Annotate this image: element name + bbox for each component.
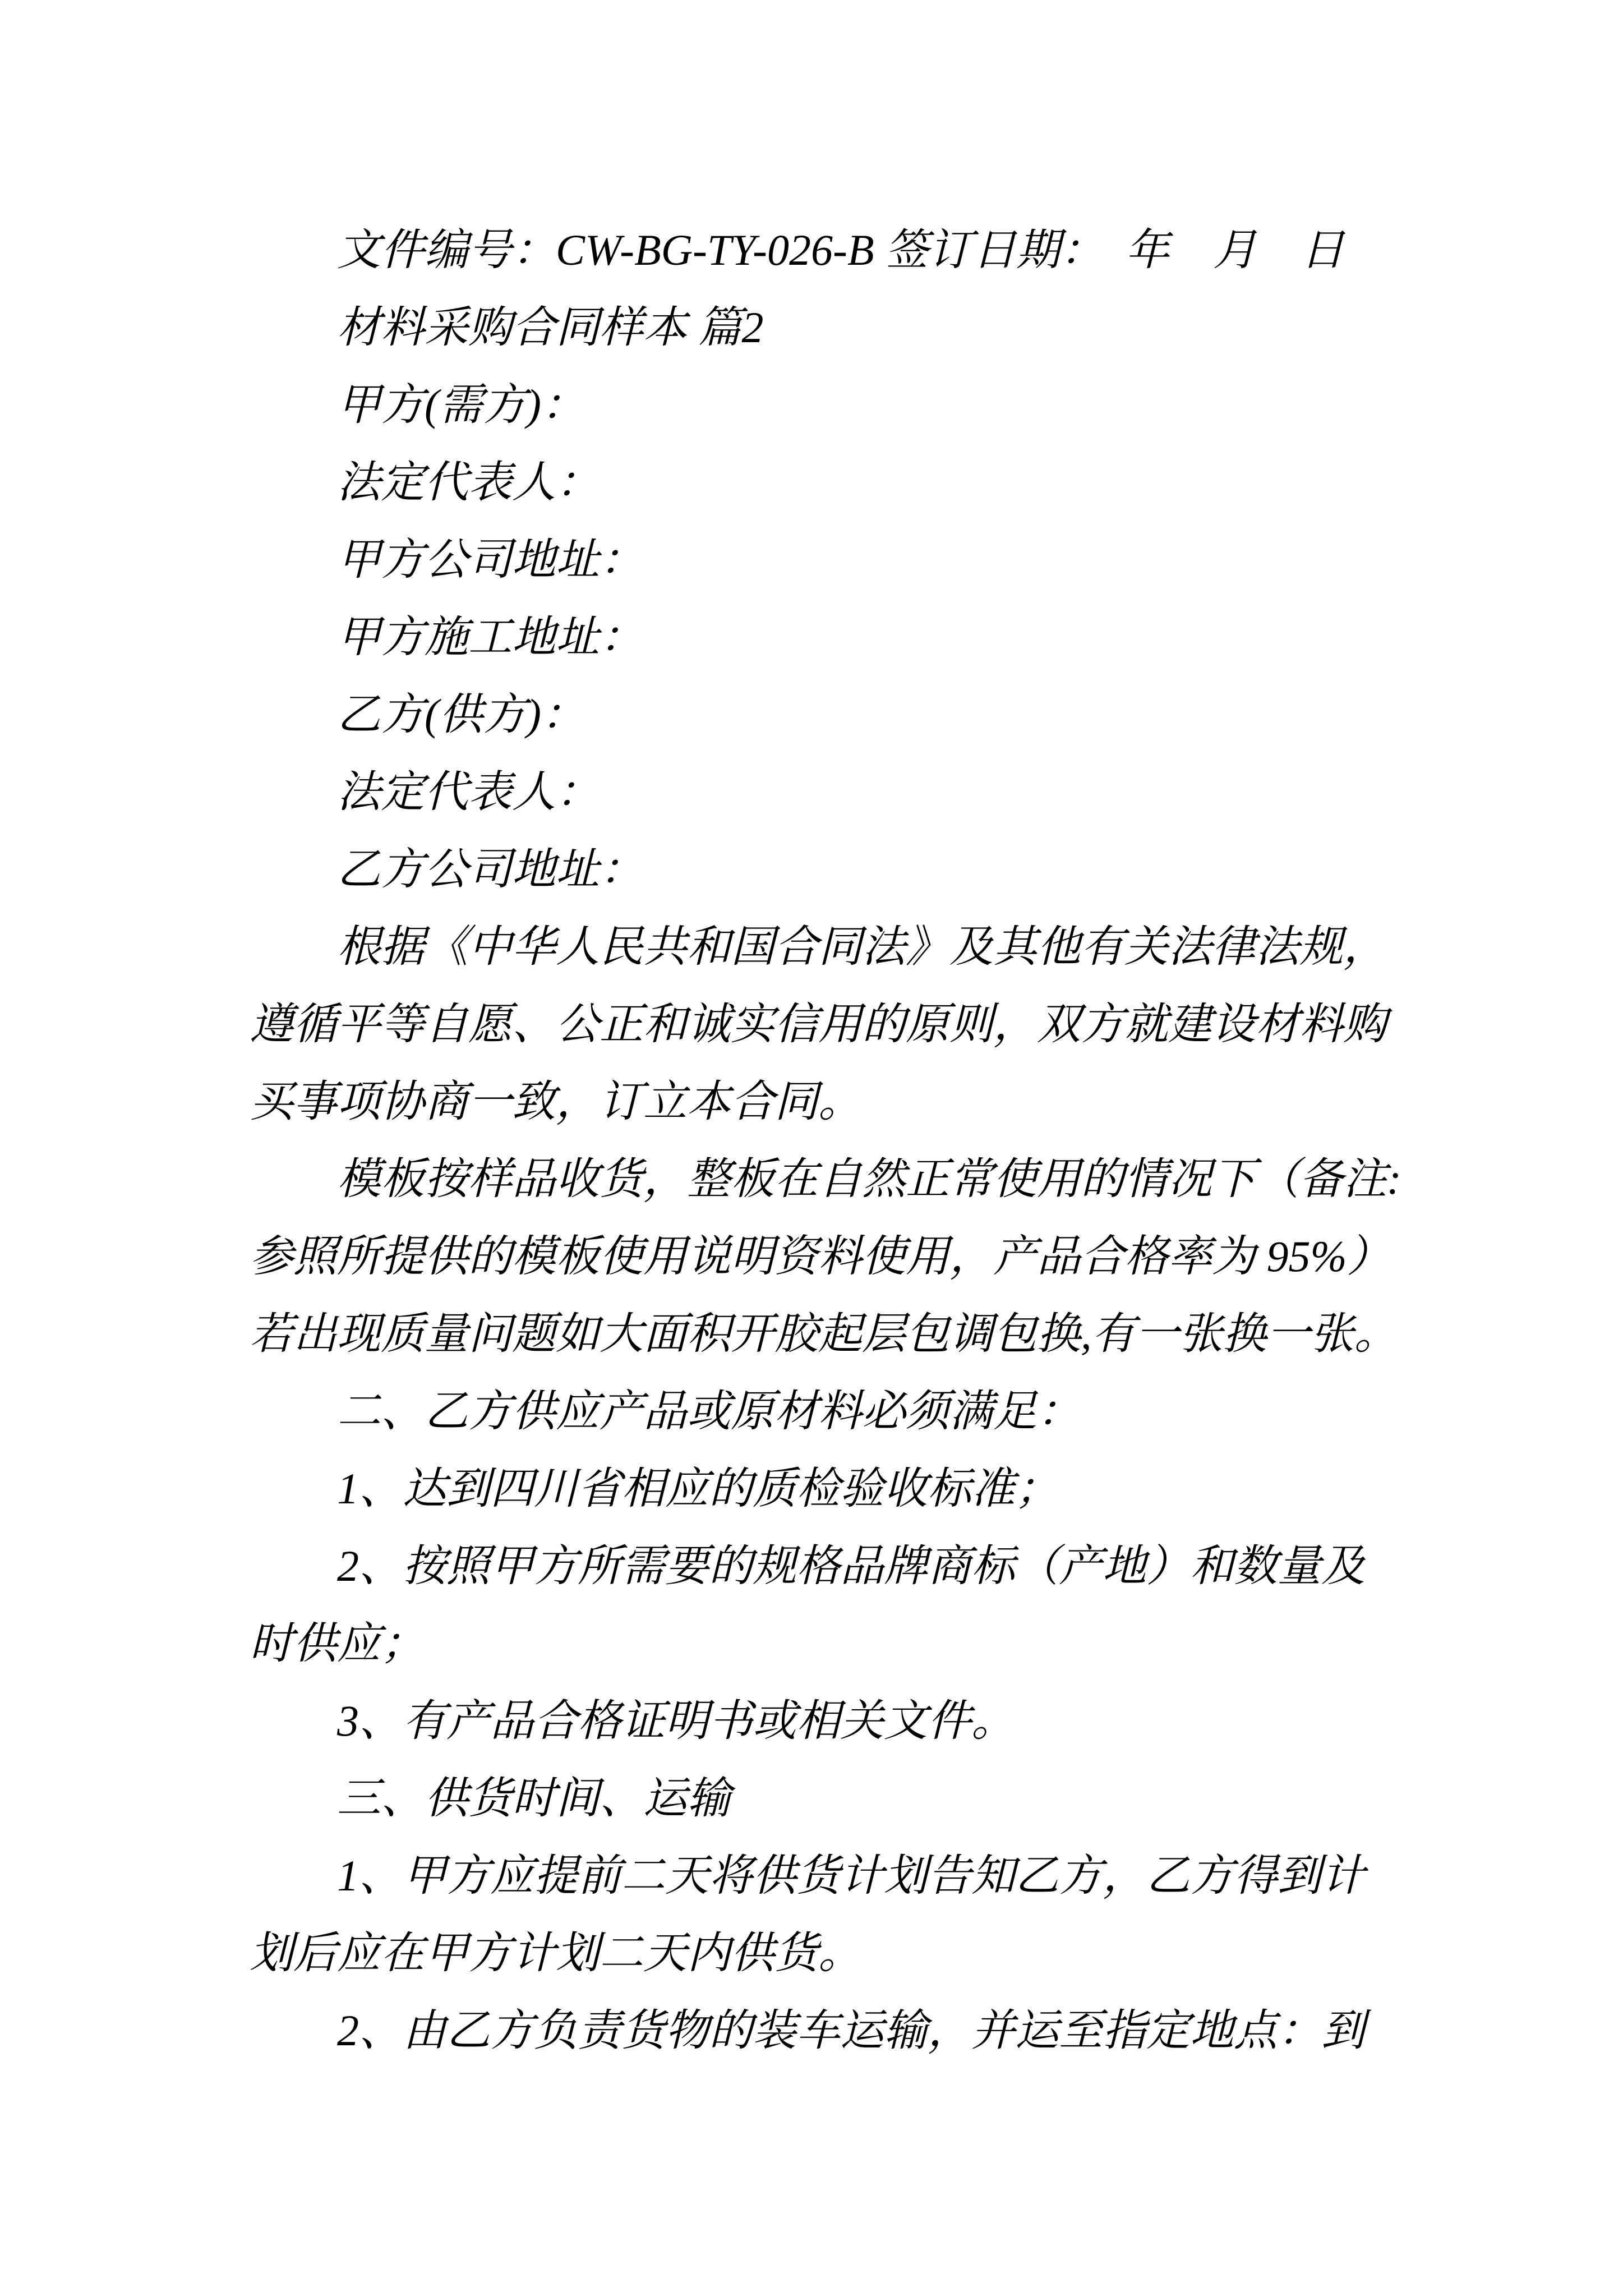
document-line: 根据《中华人民共和国合同法》及其他有关法律法规， [337,922,1387,971]
document-line: 3、有产品合格证明书或相关文件。 [337,1696,1016,1745]
document-line: 甲方施工地址： [337,613,644,661]
document-line: 买事项协商一致，订立本合同。 [250,1077,863,1126]
document-line: 1、甲方应提前二天将供货计划告知乙方，乙方得到计 [337,1851,1366,1900]
document-line: 三、供货时间、运输 [337,1774,731,1823]
document-line: 法定代表人： [337,458,600,507]
document-line: 若出现质量问题如大面积开胶起层包调包换,有一张换一张。 [250,1309,1398,1358]
document-line: 2、由乙方负责货物的装车运输，并运至指定地点：到 [337,2006,1366,2055]
document-line: 法定代表人： [337,767,600,816]
document-line: 甲方(需方)： [337,380,585,429]
document-body [250,211,1401,2069]
document-line: 2、按照甲方所需要的规格品牌商标（产地）和数量及 [337,1542,1366,1590]
document-line: 材料采购合同样本 篇2 [337,303,764,352]
document-line: 乙方(供方)： [337,690,585,739]
document-line: 乙方公司地址： [337,845,644,894]
document-line: 划后应在甲方计划二天内供货。 [250,1929,863,1977]
document-line: 时供应； [250,1619,425,1668]
document-line: 1、达到四川省相应的质检验收标准； [337,1464,1059,1513]
document-line: 甲方公司地址： [337,535,644,584]
document-line: 模板按样品收货，整板在自然正常使用的情况下（备注: [337,1154,1401,1203]
document-line: 参照所提供的模板使用说明资料使用，产品合格率为 95%） [250,1232,1391,1281]
document-line: 文件编号：CW-BG-TY-026-B 签订日期： 年 月 日 [337,226,1345,274]
document-line: 遵循平等自愿、公正和诚实信用的原则，双方就建设材料购 [250,1000,1387,1048]
document-line: 二、乙方供应产品或原材料必须满足： [337,1387,1081,1435]
